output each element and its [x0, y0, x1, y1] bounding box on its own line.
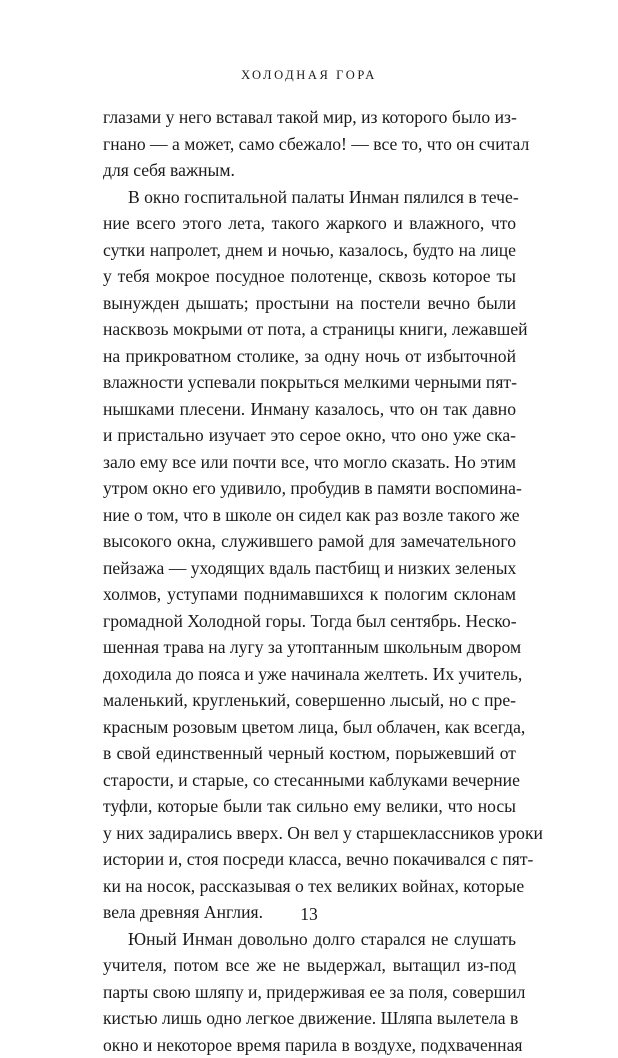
text-line: ние всего этого лета, такого жаркого и влажного, что: [103, 210, 516, 237]
running-head-title: ХОЛОДНАЯ ГОРА: [0, 67, 618, 83]
text-line: для себя важным.: [103, 157, 516, 184]
text-line: вынужден дышать; простыни на постели вечно были: [103, 290, 516, 317]
text-line: учителя, потом все же не выдержал, вытащил из-под: [103, 952, 516, 979]
text-line: пейзажа — уходящих вдаль пастбищ и низких зеленых: [103, 555, 516, 582]
text-line: громадной Холодной горы. Тогда был сентябрь. Неско-: [103, 608, 516, 635]
text-line: шенная трава на лугу за утоптанным школьным двором: [103, 634, 516, 661]
text-line: сутки напролет, днем и ночью, казалось, будто на лице: [103, 237, 516, 264]
text-line: утром окно его удивило, пробудив в памяти воспомина-: [103, 475, 516, 502]
text-line: старости, и старые, со стесанными каблуками вечерние: [103, 767, 516, 794]
text-line: красным розовым цветом лица, был облачен, как всегда,: [103, 714, 516, 741]
text-line: гнано — а может, само сбежало! — все то, что он считал: [103, 131, 516, 158]
text-line: в свой единственный черный костюм, порыжевший от: [103, 740, 516, 767]
text-line: высокого окна, служившего рамой для замечательного: [103, 528, 516, 555]
text-line: глазами у него вставал такой мир, из которого было из-: [103, 104, 516, 131]
text-line: Юный Инман довольно долго старался не слушать: [103, 926, 516, 953]
text-line: нышками плесени. Инману казалось, что он так давно: [103, 396, 516, 423]
text-line: В окно госпитальной палаты Инман пялился в тече-: [103, 184, 516, 211]
text-line: ки на носок, рассказывая о тех великих войнах, которые: [103, 873, 516, 900]
text-line: влажности успевали покрыться мелкими черными пят-: [103, 369, 516, 396]
text-line: кистью лишь одно легкое движение. Шляпа вылетела в: [103, 1005, 516, 1032]
text-line: у них задирались вверх. Он вел у старшеклассников уроки: [103, 820, 516, 847]
text-line: парты свою шляпу и, придерживая ее за поля, совершил: [103, 979, 516, 1006]
text-line: на прикроватном столике, за одну ночь от избыточной: [103, 343, 516, 370]
text-line: окно и некоторое время парила в воздухе, подхваченная: [103, 1032, 516, 1058]
text-line: насквозь мокрыми от пота, а страницы книги, лежавшей: [103, 316, 516, 343]
text-line: туфли, которые были так сильно ему велики, что носы: [103, 793, 516, 820]
text-line: маленький, кругленький, совершенно лысый, но с пре-: [103, 687, 516, 714]
text-line: ние о том, что в школе он сидел как раз возле такого же: [103, 502, 516, 529]
text-line: холмов, уступами поднимавшихся к пологим склонам: [103, 581, 516, 608]
page-number: 13: [0, 903, 618, 925]
text-line: у тебя мокрое посудное полотенце, сквозь которое ты: [103, 263, 516, 290]
text-line: истории и, стоя посреди класса, вечно покачивался с пят-: [103, 846, 516, 873]
text-line: и пристально изучает это серое окно, что оно уже ска-: [103, 422, 516, 449]
text-line: вела древняя Англия.: [103, 899, 516, 926]
text-line: доходила до пояса и уже начинала желтеть. Их учитель,: [103, 661, 516, 688]
text-line: зало ему все или почти все, что могло сказать. Но этим: [103, 449, 516, 476]
